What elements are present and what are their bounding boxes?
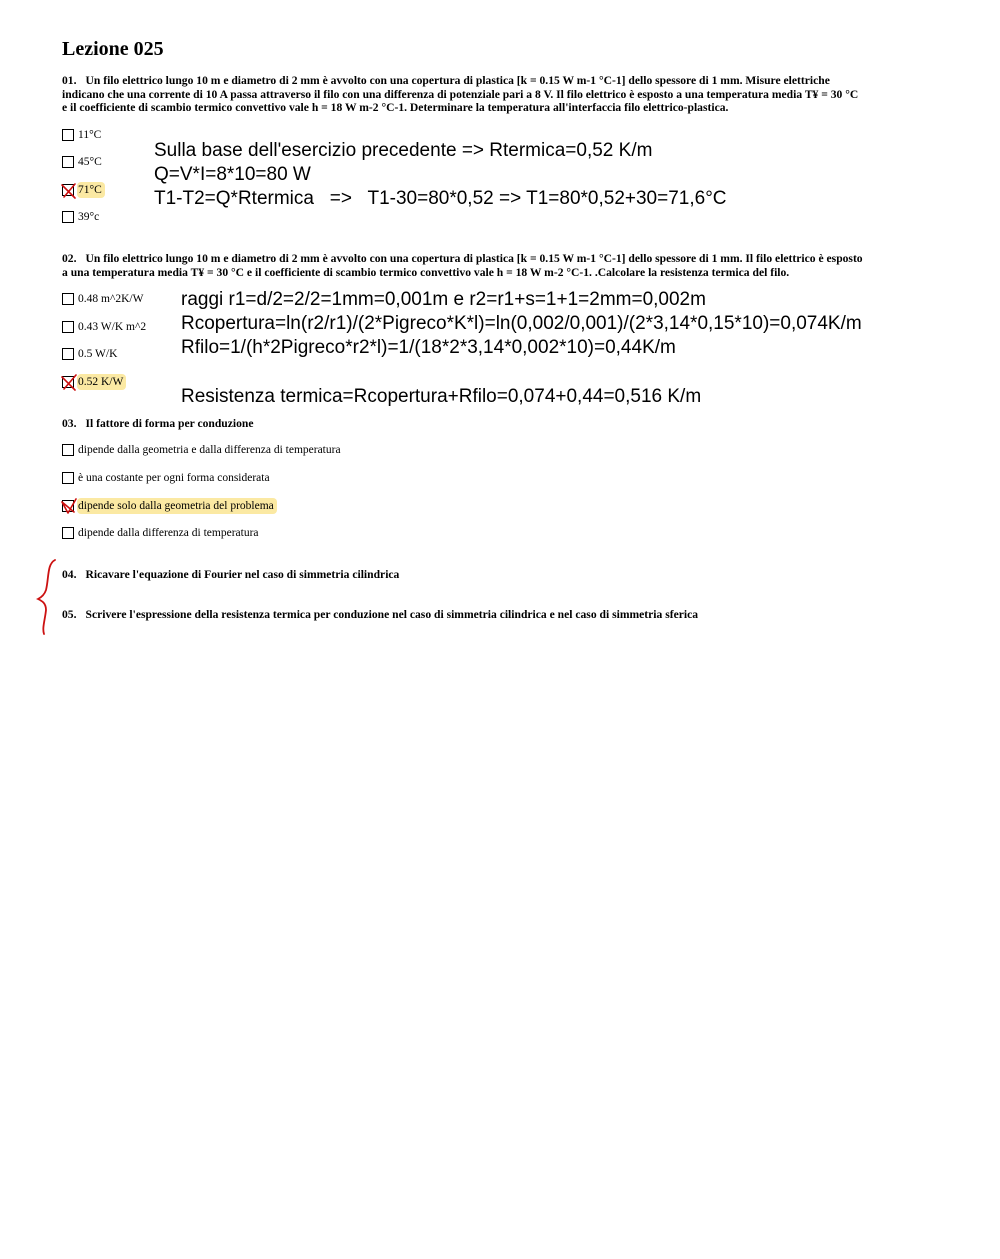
checkbox-checked[interactable] xyxy=(62,184,74,196)
checkbox[interactable] xyxy=(62,348,74,360)
question-1-line-3: e il coefficiente di scambio termico convettivo vale h = 18 W m-2 °C-1. Determinare la temperatura all'interfaccia filo elettrico-plastica. xyxy=(62,101,729,114)
question-5-text xyxy=(62,608,698,622)
q3-option-d[interactable] xyxy=(62,525,262,541)
option-label: 45°C xyxy=(78,156,102,168)
option-label: 0.48 m^2K/W xyxy=(78,293,144,305)
q3-option-c[interactable] xyxy=(62,498,277,514)
q1-option-a[interactable] xyxy=(62,127,104,143)
check-mark-icon xyxy=(60,374,78,392)
check-mark-icon xyxy=(60,182,78,200)
checkbox[interactable] xyxy=(62,527,74,539)
question-1-line-2: indicano che una corrente di 10 A passa attraverso il filo con una differenza di potenziale pari a 8 V. Il filo elettrico è esposto a una temperatura media T¥ = 30 °C xyxy=(62,87,859,101)
checkbox-checked[interactable] xyxy=(62,376,74,388)
option-label: dipende dalla geometria e dalla differenza di temperatura xyxy=(78,444,341,456)
q2-note-4: Resistenza termica=Rcopertura+Rfilo=0,074+0,44=0,516 K/m xyxy=(181,386,702,407)
q1-option-d[interactable] xyxy=(62,209,102,225)
option-label-highlighted: dipende solo dalla geometria del problema xyxy=(77,498,277,514)
q1-option-b[interactable] xyxy=(62,154,105,170)
page-title: Lezione 025 xyxy=(62,38,164,60)
option-label-highlighted: 0.52 K/W xyxy=(77,374,126,390)
checkbox[interactable] xyxy=(62,293,74,305)
question-2-line-2: a una temperatura media T¥ = 30 °C e il coefficiente di scambio termico convettivo vale h = 18 W m-2 °C-1. .Calcolare la resistenza termica del filo. xyxy=(62,265,790,279)
question-3-line-1: Il fattore di forma per conduzione xyxy=(85,417,254,430)
option-label: 0.43 W/K m^2 xyxy=(78,321,147,333)
question-5-number: 05. xyxy=(62,608,77,621)
q2-note-2: Rcopertura=ln(r2/r1)/(2*Pigreco*K*l)=ln(0,002/0,001)/(2*3,14*0,15*10)=0,074K/m xyxy=(181,313,862,334)
q1-option-c[interactable] xyxy=(62,182,105,198)
question-4-text xyxy=(62,568,399,582)
q2-note-1: raggi r1=d/2=2/2=1mm=0,001m e r2=r1+s=1+1=2mm=0,002m xyxy=(181,289,706,310)
checkbox[interactable] xyxy=(62,444,74,456)
question-4-line-1: Ricavare l'equazione di Fourier nel caso di simmetria cilindrica xyxy=(85,568,400,581)
question-5-line-1: Scrivere l'espressione della resistenza termica per conduzione nel caso di simmetria cilindrica e nel caso di simmetria sferica xyxy=(85,608,699,621)
question-1-line-1: Un filo elettrico lungo 10 m e diametro di 2 mm è avvolto con una copertura di plastica [k = 0.15 W m-1 °C-1] dello spessore di 1 mm. Misure elettriche xyxy=(85,74,830,87)
q2-option-b[interactable] xyxy=(62,319,149,335)
checkbox[interactable] xyxy=(62,472,74,484)
q3-option-b[interactable] xyxy=(62,470,273,486)
q1-note-1: Sulla base dell'esercizio precedente => Rtermica=0,52 K/m xyxy=(154,140,653,161)
option-label: 0.5 W/K xyxy=(78,348,118,360)
question-3-number: 03. xyxy=(62,417,77,430)
q2-note-3: Rfilo=1/(h*2Pigreco*r2*l)=1/(18*2*3,14*0,002*10)=0,44K/m xyxy=(181,337,676,358)
option-label: 39°c xyxy=(78,211,100,223)
handwritten-brace-icon xyxy=(36,558,60,636)
q2-option-a[interactable] xyxy=(62,291,146,307)
question-2-line-1: Un filo elettrico lungo 10 m e diametro di 2 mm è avvolto con una copertura di plastica [k = 0.15 W m-1 °C-1] dello spessore di 1 mm. Il filo elettrico è esposto xyxy=(85,252,863,265)
checkbox[interactable] xyxy=(62,156,74,168)
check-mark-icon xyxy=(60,498,78,516)
q2-option-c[interactable] xyxy=(62,346,120,362)
checkbox[interactable] xyxy=(62,211,74,223)
question-2-number: 02. xyxy=(62,252,77,265)
q1-note-2: Q=V*I=8*10=80 W xyxy=(154,164,311,185)
option-label: dipende dalla differenza di temperatura xyxy=(78,527,259,539)
option-label-highlighted: 71°C xyxy=(77,182,105,198)
question-1-text xyxy=(62,74,858,115)
question-2-text xyxy=(62,252,863,279)
q3-option-a[interactable] xyxy=(62,442,344,458)
question-3-text xyxy=(62,417,254,431)
question-4-number: 04. xyxy=(62,568,77,581)
q1-note-3: T1-T2=Q*Rtermica => T1-30=80*0,52 => T1=80*0,52+30=71,6°C xyxy=(154,188,727,209)
checkbox[interactable] xyxy=(62,129,74,141)
checkbox-checked[interactable] xyxy=(62,500,74,512)
question-1-number: 01. xyxy=(62,74,77,87)
option-label: è una costante per ogni forma considerata xyxy=(78,472,270,484)
checkbox[interactable] xyxy=(62,321,74,333)
q2-option-d[interactable] xyxy=(62,374,126,390)
option-label: 11°C xyxy=(78,129,102,141)
